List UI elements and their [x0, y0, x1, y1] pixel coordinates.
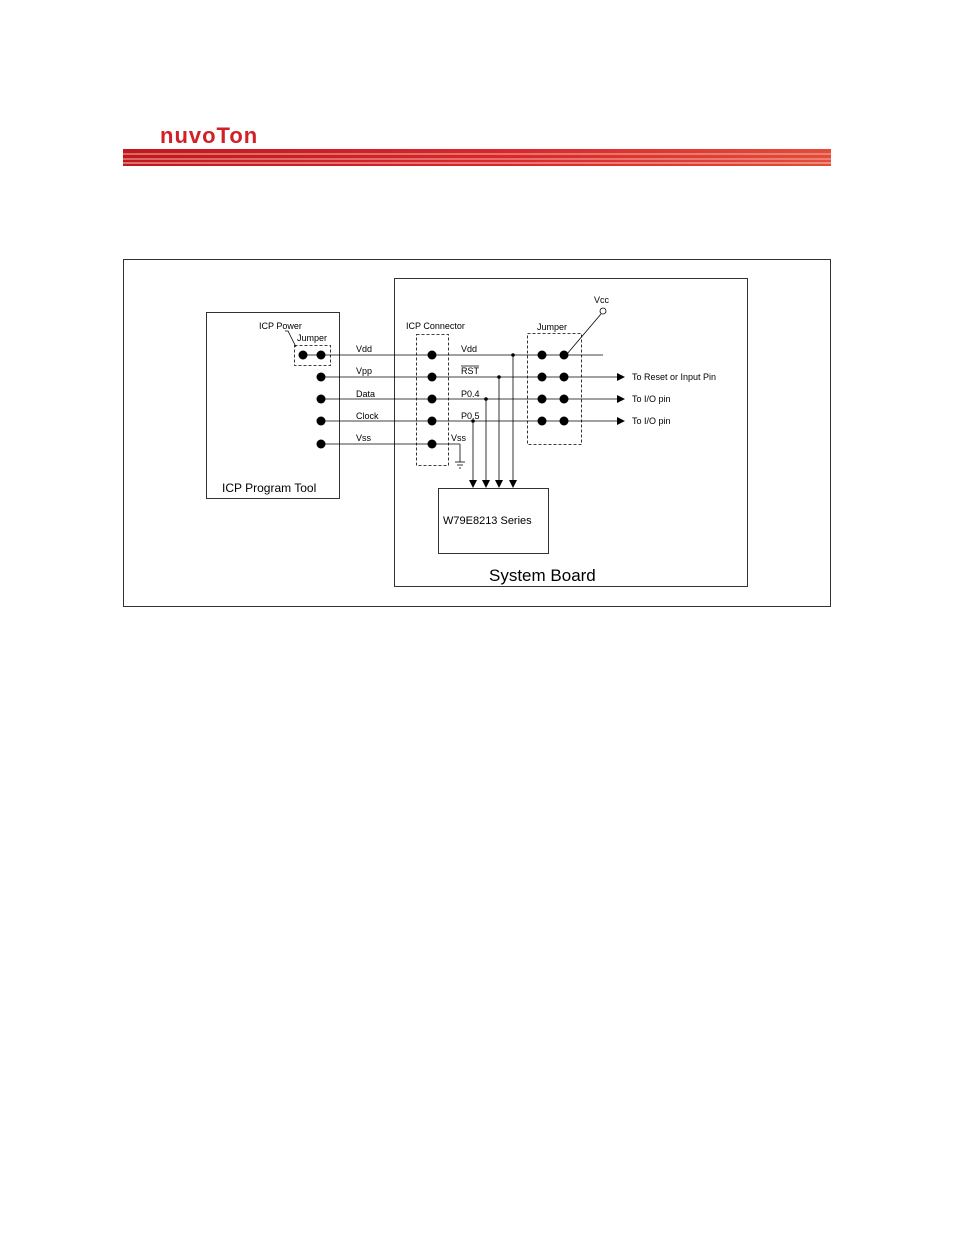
junction-dot [484, 397, 488, 401]
pin-dot [428, 417, 437, 426]
chip-label: W79E8213 Series [443, 515, 532, 527]
output-label-io-1: To I/O pin [632, 394, 671, 404]
pin-dot [560, 373, 569, 382]
pin-dot [317, 417, 326, 426]
icp-connector-label: ICP Connector [406, 321, 465, 331]
tool-signal-vss: Vss [356, 433, 372, 443]
tool-signal-vdd: Vdd [356, 344, 373, 354]
nuvoton-logo: nuvoTon [160, 123, 259, 148]
pin-dot [317, 395, 326, 404]
connector-pin-rst: RST [461, 366, 479, 376]
pin-dot [538, 417, 547, 426]
icp-power-label: ICP Power [259, 321, 302, 331]
output-label-reset: To Reset or Input Pin [632, 372, 717, 382]
pin-dot [428, 395, 437, 404]
vcc-terminal [600, 308, 606, 314]
tool-signal-data: Data [356, 389, 376, 399]
system-board-title: System Board [489, 566, 596, 585]
pin-dot [317, 373, 326, 382]
output-label-io-2: To I/O pin [632, 416, 671, 426]
tool-signal-vpp: Vpp [356, 366, 373, 376]
connector-pin-vdd: Vdd [461, 344, 478, 354]
pin-dot [317, 440, 326, 449]
header [123, 123, 831, 166]
pin-dot [538, 395, 547, 404]
pin-dot [560, 395, 569, 404]
icp-program-tool-title: ICP Program Tool [222, 481, 317, 495]
tool-signal-clock: Clock [356, 411, 379, 421]
connector-pin-vss: Vss [451, 433, 467, 443]
vcc-wire [567, 314, 601, 354]
pin-dot [428, 351, 437, 360]
pin-dot [560, 417, 569, 426]
tool-jumper-label: Jumper [297, 333, 328, 343]
pin-dot [538, 373, 547, 382]
connector-pin-p05: P0.5 [461, 411, 480, 421]
connector-pin-p04: P0.4 [461, 389, 480, 399]
pin-dot [428, 440, 437, 449]
pin-dot [299, 351, 308, 360]
junction-dot [511, 353, 515, 357]
pin-dot [538, 351, 547, 360]
junction-dot [497, 375, 501, 379]
pin-dot [317, 351, 326, 360]
board-jumper-box [528, 334, 582, 445]
icp-power-leader [285, 331, 296, 347]
board-jumper-label: Jumper [537, 322, 568, 332]
pin-dot [560, 351, 569, 360]
figure-frame [124, 260, 831, 607]
vcc-label: Vcc [594, 295, 610, 305]
pin-dot [428, 373, 437, 382]
